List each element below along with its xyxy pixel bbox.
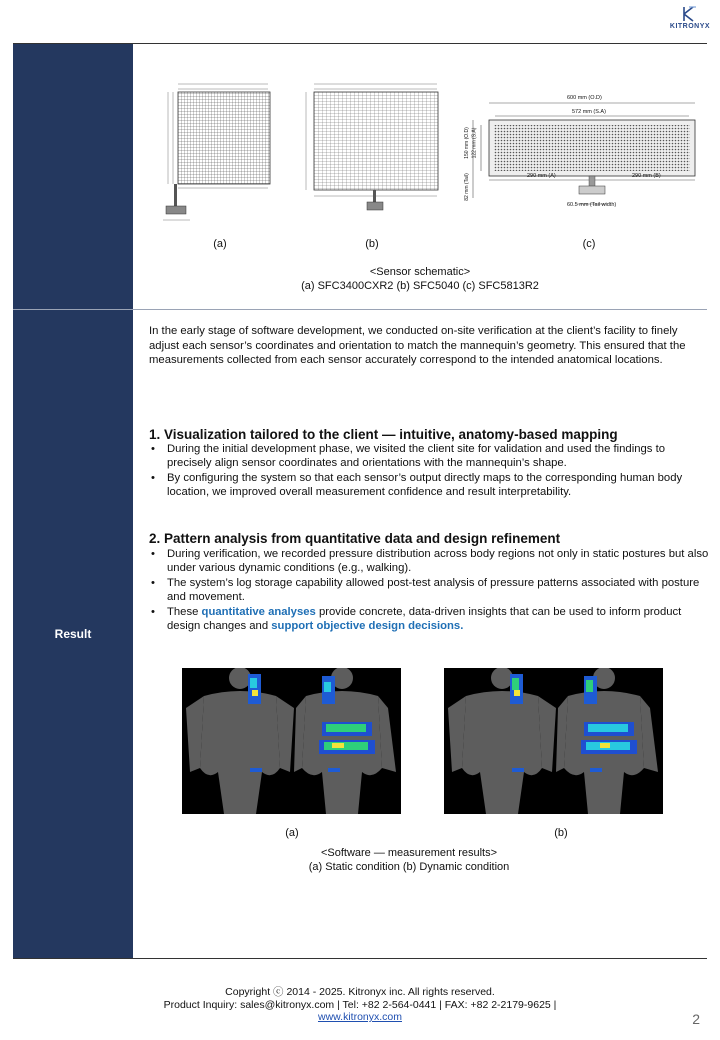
list-item: • These quantitative analyses provide concrete, data-driven insights that can be used to inform product design changes and support objective design decisions.: [149, 605, 709, 633]
highlight-quantitative-analyses: quantitative analyses: [201, 606, 316, 618]
heading-pattern-analysis: 2. Pattern analysis from quantitative data and design refinement: [149, 531, 561, 546]
dim-c-left1: 150 mm (O.D): [463, 127, 470, 159]
schematic-a-drawing: [160, 78, 278, 228]
result-image-label-b: (b): [554, 827, 568, 839]
schematic-label-c: (c): [582, 238, 596, 250]
company-logo: [668, 6, 712, 30]
schematic-caption-text: (a) SFC3400CXR2 (b) SFC5040 (c) SFC5813R2: [301, 280, 539, 292]
visualization-bullets: [149, 442, 709, 500]
list-item: • During the initial development phase, we visited the client site for validation and used the findings to precisely align sensor coordinates and orientations with the mannequin’s shape.: [149, 442, 709, 470]
table-bottom-border: [13, 958, 707, 959]
highlight-design-decisions: support objective design decisions.: [271, 620, 464, 632]
footer-website-link[interactable]: www.kitronyx.com: [317, 1011, 402, 1023]
section-schematic-sidebar: [13, 44, 133, 309]
result-sidebar: [13, 310, 133, 958]
result-caption-text: (a) Static condition (b) Dynamic condition: [308, 861, 510, 873]
heading-visualization: 1. Visualization tailored to the client — intuitive, anatomy-based mapping: [149, 427, 618, 442]
page-footer: [0, 986, 720, 1024]
measurement-image-dynamic: [444, 668, 663, 814]
result-caption-title: <Software — measurement results>: [320, 847, 498, 859]
footer-copyright: Copyright ⓒ 2014 - 2025. Kitronyx inc. All rights reserved.: [225, 986, 495, 998]
list-item: • During verification, we recorded pressure distribution across body regions not only in static postures but also under various dynamic conditions (e.g., walking).: [149, 547, 709, 575]
dim-c-tail-left: 82 mm (Tail): [463, 173, 470, 201]
dim-c-top: 600 mm (O.D): [567, 95, 602, 101]
dim-c-bottom-a: 290 mm (A): [527, 173, 556, 179]
schematic-c-drawing: [463, 88, 703, 216]
schematic-label-a: (a): [213, 238, 227, 250]
result-label: Result: [54, 627, 92, 641]
list-item: • The system’s log storage capability allowed post-test analysis of pressure patterns associated with posture and movement.: [149, 576, 709, 604]
dim-c-left2: 122 mm (S.A): [471, 127, 478, 159]
footer-inquiry: Product Inquiry: sales@kitronyx.com | Tel: +82 2-564-0441 | FAX: +82 2-2179-9625 |: [163, 998, 557, 1011]
pattern-analysis-bullets: [149, 547, 709, 634]
dim-c-tail-width: 60.5 mm (Tail width): [567, 202, 617, 208]
result-image-label-a: (a): [285, 827, 299, 839]
schematic-b-drawing: [302, 80, 442, 225]
logo-text: KITRONYX: [669, 23, 711, 30]
dim-c-inner: 572 mm (S.A): [572, 109, 606, 115]
list-item: • By configuring the system so that each sensor’s output directly maps to the corresponding human body location, we improved overall measurement confidence and result interpretability.: [149, 471, 709, 499]
page-number: 2: [692, 1011, 700, 1027]
kitronyx-logo-icon: [681, 6, 699, 22]
result-intro-paragraph: In the early stage of software development, we conducted on-site verification at the client’s facility to finely adjust each sensor’s coordinates and orientation to match the mannequin’s geometry. This ensured that the measurements collected from each sensor accurately correspond to the intended anatomical locations.: [149, 325, 686, 366]
schematic-label-b: (b): [365, 238, 379, 250]
dim-c-bottom-b: 290 mm (B): [632, 173, 661, 179]
schematic-caption-title: <Sensor schematic>: [369, 266, 471, 278]
measurement-image-static: [182, 668, 401, 814]
